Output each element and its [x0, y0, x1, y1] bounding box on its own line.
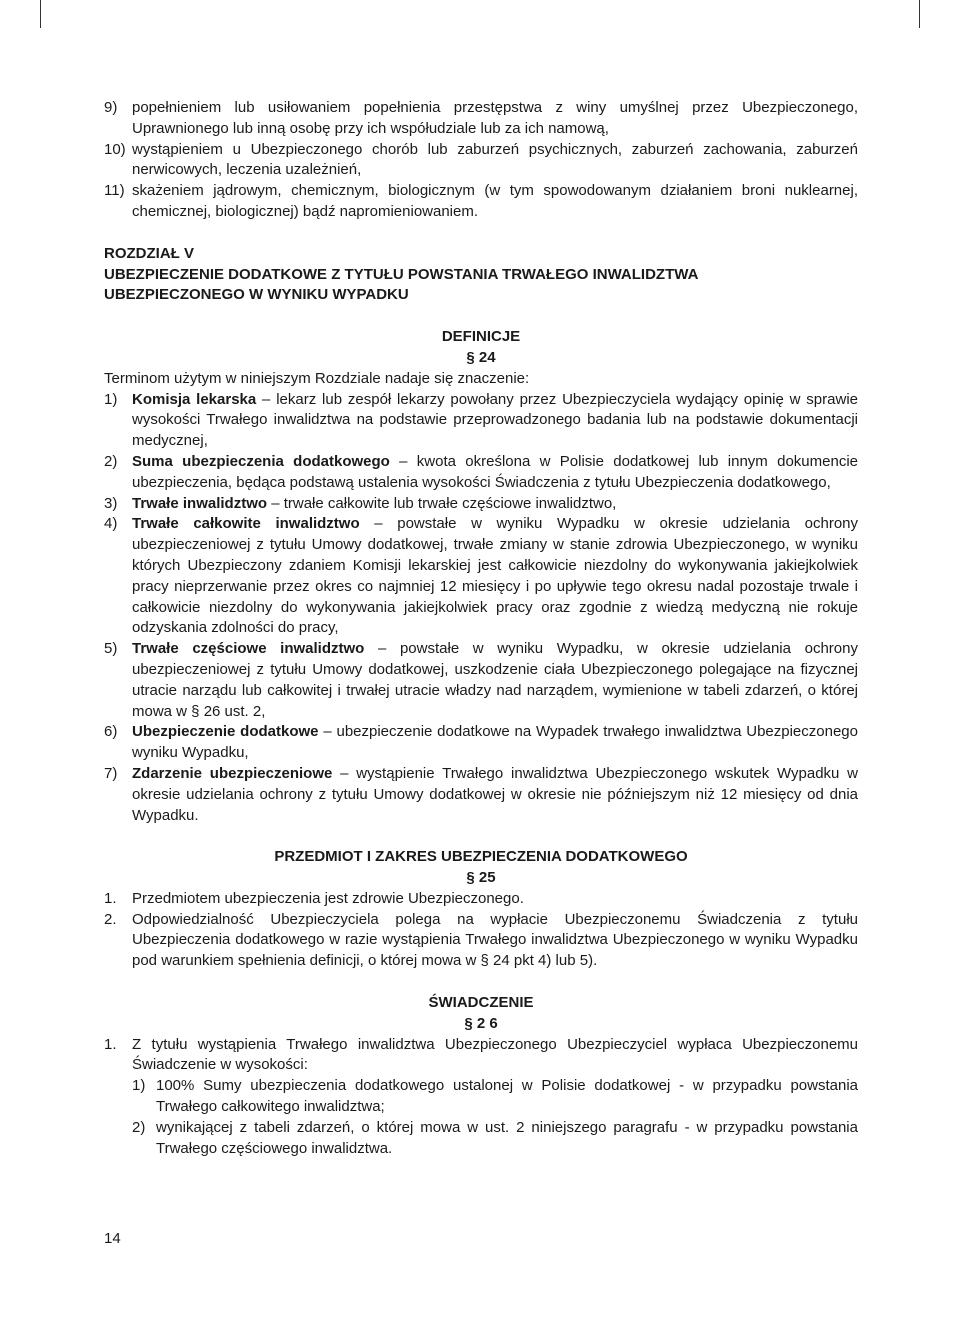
list-item	[104, 98, 858, 140]
item-number: 7)	[104, 764, 118, 782]
section-heading: ŚWIADCZENIE	[428, 994, 534, 1012]
definition-item	[104, 494, 858, 515]
section-heading: DEFINICJE	[441, 328, 521, 346]
crop-mark-right	[919, 0, 920, 28]
chapter-heading	[104, 244, 858, 306]
chapter-number: ROZDZIAŁ V	[104, 244, 194, 262]
item-number: 1.	[104, 1035, 117, 1053]
definition-item	[104, 514, 858, 639]
item-number: 1.	[104, 889, 117, 907]
definition-term: Ubezpieczenie dodatkowe	[132, 723, 319, 741]
item-number: 3)	[104, 494, 118, 512]
item-text: skażeniem jądrowym, chemicznym, biologicznym (w tym spowodowanym działaniem broni nuklearnej, chemicznej, biologicznej) bądź napromieniowaniem.	[132, 182, 858, 220]
item-number: 1)	[104, 390, 118, 408]
item-text: 100% Sumy ubezpieczenia dodatkowego ustalonej w Polisie dodatkowej - w przypadku powstania Trwałego całkowitego inwalidztwa;	[156, 1077, 858, 1116]
item-text: Przedmiotem ubezpieczenia jest zdrowie Ubezpieczonego.	[132, 889, 524, 907]
definition-text: – powstałe w wyniku Wypadku, w okresie udzielania ochrony ubezpieczeniowej z tytułu Umowy dodatkowej, uszkodzenie ciała Ubezpieczonego polegające na fizycznej utracie narządu lub całkowitej i trwałej utracie władzy nad narządem, wymienione w tabeli zdarzeń, o której mowa w § 26 ust. 2,	[132, 640, 858, 720]
exclusions-list	[104, 98, 858, 223]
crop-mark-left	[40, 0, 41, 28]
definition-term: Zdarzenie ubezpieczeniowe	[132, 764, 333, 782]
definition-text: – powstałe w wyniku Wypadku w okresie udzielania ochrony ubezpieczeniowej z tytułu Umowy dodatkowej, trwałe zmiany w stanie zdrowia Ubezpieczonego, w wyniku których Ubezpieczony zdaniem Komisji lekarskiej jest całkowicie niezdolny do wykonywania jakiejkolwiek pracy nieprzerwanie przez okres co najmniej 12 miesięcy i po upływie tego okresu nadal pozostaje trwale i całkowicie niezdolny do wykonywania jakiejkolwiek pracy oraz zgodnie z wiedzą medyczną nie rokuje odzyskania zdolności do pracy,	[132, 515, 859, 637]
item-text: wystąpieniem u Ubezpieczonego chorób lub zaburzeń psychicznych, zaburzeń zachowania, zaburzeń nerwicowych, leczenia uzależnień,	[132, 140, 858, 179]
item-number: 2.	[104, 910, 117, 928]
page-number: 14	[104, 1230, 121, 1247]
document-page	[104, 98, 858, 1159]
chapter-title-line-2: UBEZPIECZONEGO W WYNIKU WYPADKU	[104, 286, 409, 304]
item-text: popełnieniem lub usiłowaniem popełnienia przestępstwa z winy umyślnej przez Ubezpieczonego, Uprawnionego lub inną osobę przy ich współudziale lub za ich namową,	[132, 99, 858, 137]
definition-text: – lekarz lub zespół lekarzy powołany przez Ubezpieczyciela wydający opinię w sprawie wysokości Trwałego inwalidztwa na podstawie przeprowadzonego badania lub na podstawie dokumentacji medycznej,	[132, 390, 858, 450]
item-number: 10)	[104, 140, 126, 158]
sub-list-item	[132, 1118, 858, 1160]
benefit-section	[104, 993, 858, 1159]
definition-text: – wystąpienie Trwałego inwalidztwa Ubezpieczonego wskutek Wypadku w okresie udzielania ochrony z tytułu Umowy dodatkowej w okresie nie późniejszym niż 12 miesięcy od dnia Wypadku.	[132, 764, 858, 824]
definition-text: – ubezpieczenie dodatkowe na Wypadek trwałego inwalidztwa Ubezpieczonego wyniku Wypadku,	[132, 723, 858, 762]
definition-item	[104, 639, 858, 722]
sub-list	[104, 1076, 858, 1159]
item-number: 9)	[104, 99, 118, 116]
item-number: 11)	[104, 182, 125, 200]
definition-item	[104, 722, 858, 764]
sub-list-item	[132, 1076, 858, 1118]
definitions-section	[104, 327, 858, 826]
item-number: 6)	[104, 723, 118, 741]
item-text: Odpowiedzialność Ubezpieczyciela polega na wypłacie Ubezpieczonemu Świadczenia z tytułu Ubezpieczenia dodatkowego w razie wystąpienia Trwałego inwalidztwa Ubezpieczonego w wyniku Wypadku pod warunkiem spełnienia definicji, o której mowa w § 24 pkt 4) lub 5).	[132, 910, 858, 970]
item-number: 2)	[132, 1118, 146, 1136]
section-intro: Terminom użytym w niniejszym Rozdziale nadaje się znaczenie:	[104, 369, 530, 387]
definition-term: Trwałe inwalidztwo	[132, 494, 268, 512]
paragraph-number: § 24	[466, 348, 496, 366]
paragraph-number: § 2 6	[464, 1014, 498, 1032]
definition-item	[104, 764, 858, 826]
definition-text: – trwałe całkowite lub trwałe częściowe inwalidztwo,	[267, 494, 617, 512]
list-item	[104, 910, 858, 972]
list-item	[104, 1035, 858, 1077]
section-heading: PRZEDMIOT I ZAKRES UBEZPIECZENIA DODATKOWEGO	[274, 848, 688, 866]
item-number: 1)	[132, 1077, 146, 1095]
item-text: wynikającej z tabeli zdarzeń, o której mowa w ust. 2 niniejszego paragrafu - w przypadku powstania Trwałego częściowego inwalidztwa.	[156, 1118, 858, 1157]
definition-item	[104, 452, 858, 494]
item-text: Z tytułu wystąpienia Trwałego inwalidztwa Ubezpieczonego Ubezpieczyciel wypłaca Ubezpieczonemu Świadczenie w wysokości:	[132, 1035, 858, 1074]
scope-section	[104, 847, 858, 972]
definition-term: Trwałe całkowite inwalidztwo	[132, 515, 360, 533]
item-number: 4)	[104, 515, 118, 533]
definition-term: Komisja lekarska	[132, 390, 257, 408]
definition-term: Trwałe częściowe inwalidztwo	[132, 640, 365, 658]
item-number: 2)	[104, 452, 118, 470]
list-item	[104, 140, 858, 182]
list-item	[104, 181, 858, 223]
definition-item	[104, 390, 858, 452]
paragraph-number: § 25	[466, 869, 496, 887]
definition-term: Suma ubezpieczenia dodatkowego	[132, 452, 390, 470]
item-number: 5)	[104, 640, 118, 658]
chapter-title-line-1: UBEZPIECZENIE DODATKOWE Z TYTUŁU POWSTANIA TRWAŁEGO INWALIDZTWA	[104, 265, 699, 283]
list-item	[104, 889, 858, 910]
definition-text: – kwota określona w Polisie dodatkowej lub innym dokumencie ubezpieczenia, będąca podstawą ustalenia wysokości Świadczenia z tytułu Ubezpieczenia dodatkowego,	[132, 452, 858, 491]
